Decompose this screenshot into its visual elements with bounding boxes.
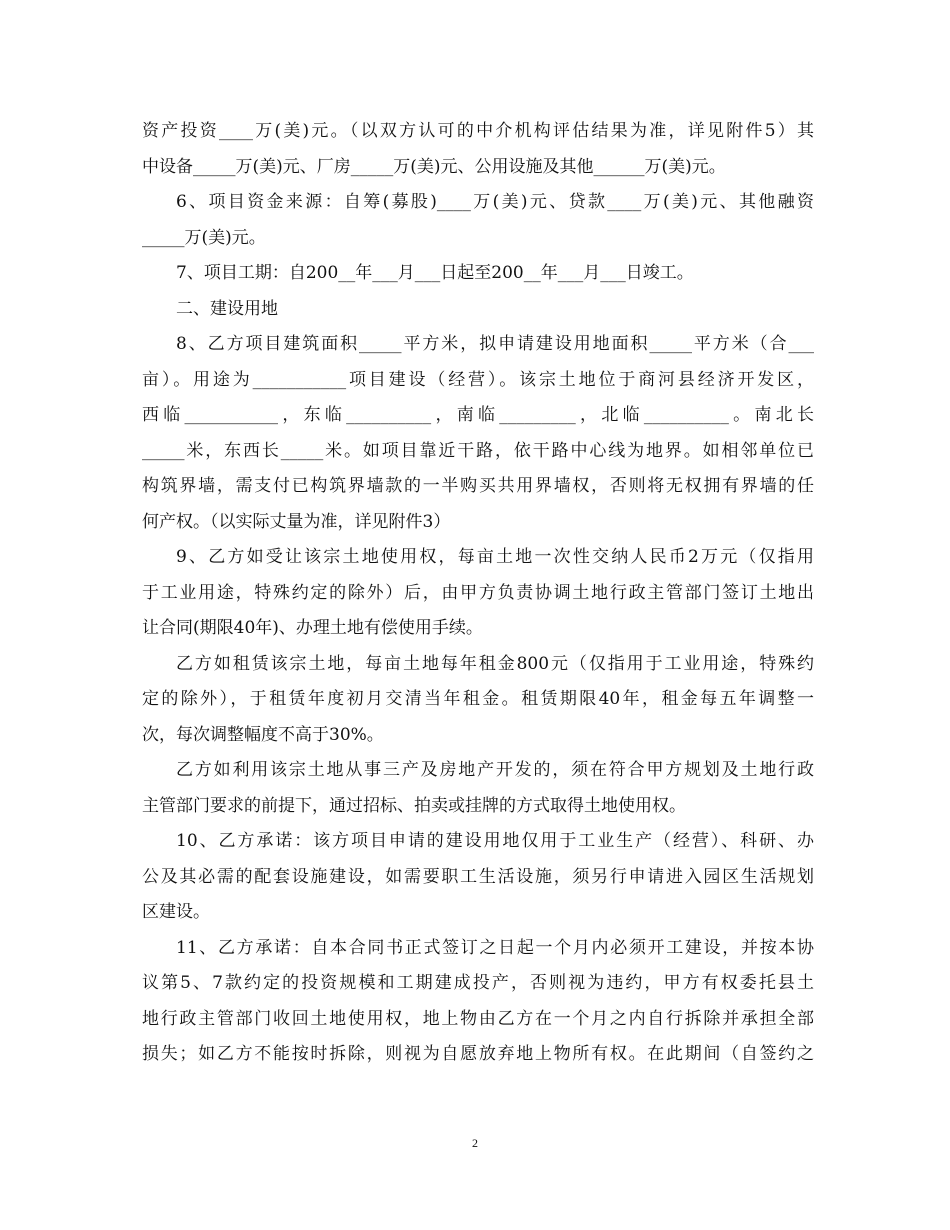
text-line: 8、乙方项目建筑面积_____平方米，拟申请建设用地面积_____平方米（合___ [176,334,814,354]
text-line: 地行政主管部门收回土地使用权，地上物由乙方在一个月之内自行拆除并承担全部 [142,1008,814,1029]
text-line: 西临___________，东临__________，南临_________，北临__________。南北长 [142,405,814,425]
text-line: 主管部门要求的前提下，通过招标、拍卖或挂牌的方式取得土地使用权。 [142,795,686,816]
text-line: 公及其必需的配套设施建设，如需要职工生活设施，须另行申请进入园区生活规划 [142,866,814,887]
section-heading: 二、建设用地 [176,298,278,319]
text-line: 议第5、7款约定的投资规模和工期建成投产，否则视为违约，甲方有权委托县土 [142,973,814,993]
text-line: 7、项目工期：自200__年___月___日起至200__年___月___日竣工。 [176,263,694,283]
document-body [142,114,814,1073]
text-line: _____米，东西长_____米。如项目靠近干路，依干路中心线为地界。如相邻单位已 [142,440,814,461]
text-line: 9、乙方如受让该宗土地使用权，每亩土地一次性交纳人民币2万元（仅指用 [176,547,814,567]
text-line: 亩）。用途为___________项目建设（经营）。该宗土地位于商河县经济开发区， [142,369,814,390]
text-line: 何产权。（以实际丈量为准，详见附件3） [142,511,451,532]
text-line: 于工业用途，特殊约定的除外）后，由甲方负责协调土地行政主管部门签订土地出 [142,582,814,603]
text-line: 次，每次调整幅度不高于30%。 [142,724,384,745]
text-line: 定的除外），于租赁年度初月交清当年租金。租赁期限40年，租金每五年调整一 [142,689,814,709]
text-line: 资产投资____万(美)元。（以双方认可的中介机构评估结果为准，详见附件5）其 [142,121,814,141]
text-line: 让合同(期限40年)、办理土地有偿使用手续。 [142,618,483,638]
text-line: 6、项目资金来源：自筹(募股)____万(美)元、贷款____万(美)元、其他融资 [176,192,814,212]
page-number: 2 [472,1136,478,1150]
text-line: 中设备_____万(美)元、厂房_____万(美)元、公用设施及其他______万(美)元。 [142,156,726,177]
text-line: 11、乙方承诺：自本合同书正式签订之日起一个月内必须开工建设，并按本协 [176,937,814,958]
text-line: 损失；如乙方不能按时拆除，则视为自愿放弃地上物所有权。在此期间（自签约之 [142,1044,814,1064]
text-line: 10、乙方承诺：该方项目申请的建设用地仅用于工业生产（经营）、科研、办 [176,831,814,851]
text-line: 乙方如租赁该宗土地，每亩土地每年租金800元（仅指用于工业用途，特殊约 [176,653,814,674]
text-line: 构筑界墙，需支付已构筑界墙款的一半购买共用界墙权，否则将无权拥有界墙的任 [142,476,814,496]
text-line: 区建设。 [142,902,210,922]
text-line: _____万(美)元。 [142,227,266,248]
text-line: 乙方如利用该宗土地从事三产及房地产开发的，须在符合甲方规划及土地行政 [176,760,814,780]
